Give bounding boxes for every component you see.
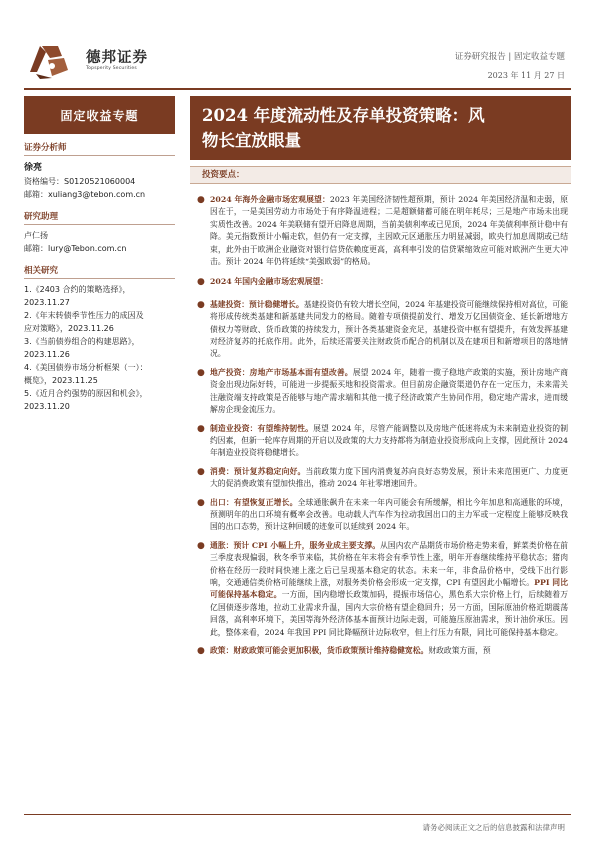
footer-divider xyxy=(24,814,571,815)
section-text: 展望 2024 年，尽管产能调整以及房地产低迷将成为未来制造业投资的制约因素，但新一轮库存周期的开启以及政策的大力支持都将为制造业投资形成向上支撑，因此预计 2024 年制造业投资将稳健增长。 xyxy=(210,423,569,458)
section-text: 全球通胀飙升在未来一年内可能会有所缓解，相比今年加息和高通胀的环境，预测明年的出口环境有概率会改善。电动载人汽车作为拉动我国出口的主力军或一定程度上能够反映我国的出口态势，预计这种回暖的迹象可以延续到 2024 年。 xyxy=(210,497,569,532)
bullet-icon: ● xyxy=(197,497,205,508)
sidebar-section-title: 固定收益专题 xyxy=(24,96,175,134)
related-item: 2023.11.26 xyxy=(24,350,70,359)
section-lead: 基建投资：预计稳健增长。 xyxy=(210,299,304,309)
related-item: 概览》，2023.11.25 xyxy=(24,376,98,385)
section-export xyxy=(196,497,568,534)
footer-disclaimer: 请务必阅读正文之后的信息披露和法律声明 xyxy=(422,823,565,832)
section-text-2: 一方面，国内稳增长政策加码，提振市场信心，黑色系大宗价格上行，后续随着万亿国债逐步落地，拉动工业需求升温，国内大宗价格有望企稳回升；另一方面，国际原油价格近期震荡回落，高利率环境下，美国等海外经济体基本面预计边际走弱，可能施压原油需求，预计油价承压。因此，整体来看，2024 年我国 PPI 同比降幅预计边际收窄，但上行压力有限，同比可能保持基本稳定。 xyxy=(210,590,569,637)
section-consumption xyxy=(196,466,568,491)
related-item: 2023.11.27 xyxy=(24,298,70,307)
assistant-heading: 研究助理 xyxy=(24,209,175,225)
bullet-icon: ● xyxy=(197,466,205,477)
section-text: 2023 年美国经济韧性超预期，预计 2024 年美国经济温和走弱，原因在于，一是美国劳动力市场处于有序降温进程；二是超额储蓄可能在明年耗尽；三是地产市场未出现实质性改善。2024 年美联储有望开启降息周期，当前美债利率或已见顶，2024 年美债利率预计稳中有降。美元指数预计小幅走软，但仍有一定支撑，主因欧元区通胀压力明显减弱，欧央行加息周期或已结束，此外由于欧洲企业融资对银行信贷依赖度更高，高利率引发的信贷紧缩效应可能对欧洲产生更大冲击。预计 2024 年仍将延续“美强欧弱”的格局。 xyxy=(210,195,568,267)
analyst-heading: 证券分析师 xyxy=(24,140,175,156)
report-title xyxy=(190,96,571,160)
section-inflation xyxy=(196,540,568,639)
section-text: 基建投资仍有较大增长空间，2024 年基建投资可能继续保持相对高位，可能将形成传统类基建和新基建共同发力的格局。随着专项债提前发行、增发万亿国债资金、延长新增地方债权力等财政、货币政策的持续发力，预计各类基建资金充足，基建投资中枢有望提升，有效发挥基建对经济复苏的托底作用。此外，后续还需要关注财政货币配合的机制以及在建项目和新增项目的落地情况。 xyxy=(210,299,569,359)
bullet-icon: ● xyxy=(197,646,205,656)
analyst-email: 邮箱：xuliang3@tebon.com.cn xyxy=(24,190,146,199)
analyst-license: 资格编号：S0120521060004 xyxy=(24,177,136,186)
section-lead: 政策：财政政策可能会更加积极，货币政策预计维持稳健宽松。 xyxy=(210,646,429,655)
section-manufacturing xyxy=(196,423,568,460)
related-item[interactable]: 2.《年末转债季节性压力的成因及 xyxy=(24,311,144,320)
related-item: 应对策略》，2023.11.26 xyxy=(24,324,114,333)
section-lead: 2024 年国内金融市场宏观展望： xyxy=(210,277,328,287)
related-item[interactable]: 4.《美国债券市场分析框架（一）： xyxy=(24,363,148,372)
summary-heading: 投资要点： xyxy=(190,166,571,184)
section-lead: 地产投资：房地产市场基本面有望改善。 xyxy=(210,367,353,377)
section-lead: 通胀：预计 CPI 小幅上升，服务业成主要支撑。 xyxy=(210,540,381,550)
section-policy xyxy=(196,645,568,657)
section-real-estate xyxy=(196,367,568,417)
assistant-name: 卢仁扬 xyxy=(24,231,48,240)
report-title-line1: 2024 年度流动性及存单投资策略：风 xyxy=(202,106,485,125)
bullet-icon: ● xyxy=(197,540,205,551)
related-item: 2023.11.20 xyxy=(24,402,70,411)
analyst-name: 徐亮 xyxy=(24,163,43,173)
report-date: 2023 年 11 月 27 日 xyxy=(487,71,565,80)
bullet-icon: ● xyxy=(197,367,205,378)
brand-name: 德邦证券 xyxy=(86,50,148,66)
related-item[interactable]: 1.《2403 合约的策略选择》， xyxy=(24,285,131,294)
bullet-icon: ● xyxy=(197,277,205,288)
section-text: 财政政策方面，预 xyxy=(428,646,491,655)
bullet-icon: ● xyxy=(197,299,205,310)
report-body xyxy=(196,194,568,663)
report-title-line2: 物长宜放眼量 xyxy=(202,131,301,150)
report-category: 证券研究报告 | 固定收益专题 xyxy=(454,52,565,62)
bullet-icon: ● xyxy=(197,195,205,205)
sidebar xyxy=(24,140,175,413)
assistant-email: 邮箱：lury@Tebon.com.cn xyxy=(24,244,127,253)
brand-name-en: Topsperity Securities xyxy=(86,66,137,71)
section-text: 当前政策力度下国内消费复苏向良好态势发展，预计未来范围更广、力度更大的促消费政策有望加快推出，推动 2024 年社零增速回升。 xyxy=(210,466,569,489)
section-text: 从国内农产品期货市场价格走势来看，鲜菜类价格在前三季度表现偏弱，秋冬季节来临，其价格在年末将会有季节性上涨，明年开春继续维持平稳状态；猪肉价格在经历一段时间快速上涨之后已呈现基本稳定的状态。未来一年，非食品价格中，受线下出行影响，交通通信类价格可能继续上涨，对服务类价格会形成一定支撑，CPI 有望因此小幅增长。 xyxy=(210,540,568,587)
related-list xyxy=(24,283,175,413)
section-lead: 消费：预计复苏稳定向好。 xyxy=(210,466,306,476)
section-infrastructure xyxy=(196,299,568,361)
related-item[interactable]: 3.《当前债券组合的构建思路》， xyxy=(24,337,140,346)
bullet-icon: ● xyxy=(197,423,205,434)
header-divider xyxy=(24,88,571,90)
section-lead: 出口：有望恢复正增长。 xyxy=(210,497,298,507)
section-lead: 制造业投资：有望维持韧性。 xyxy=(210,423,314,433)
section-text: 展望 2024 年，随着一揽子稳地产政策的实施，预计房地产商资金出现边际好转，可能进一步提振买地和投资需求。但目前房企融资渠道仍存在一定压力，未来需关注融资端支持政策是否能够与地产需求端和其他一揽子经济政策产生协同作用，稳定地产需求，进而缓解房企现金流压力。 xyxy=(210,367,569,415)
section-overseas xyxy=(196,194,568,268)
section-lead-2: PPI 同比可能保持基本稳定。 xyxy=(210,577,568,600)
related-heading: 相关研究 xyxy=(24,263,175,279)
section-lead: 2024 年海外金融市场宏观展望： xyxy=(210,195,330,204)
tebon-logo-icon xyxy=(28,42,74,80)
related-item[interactable]: 5.《近月合约强势的原因和机会》， xyxy=(24,389,148,398)
section-domestic xyxy=(196,276,568,288)
